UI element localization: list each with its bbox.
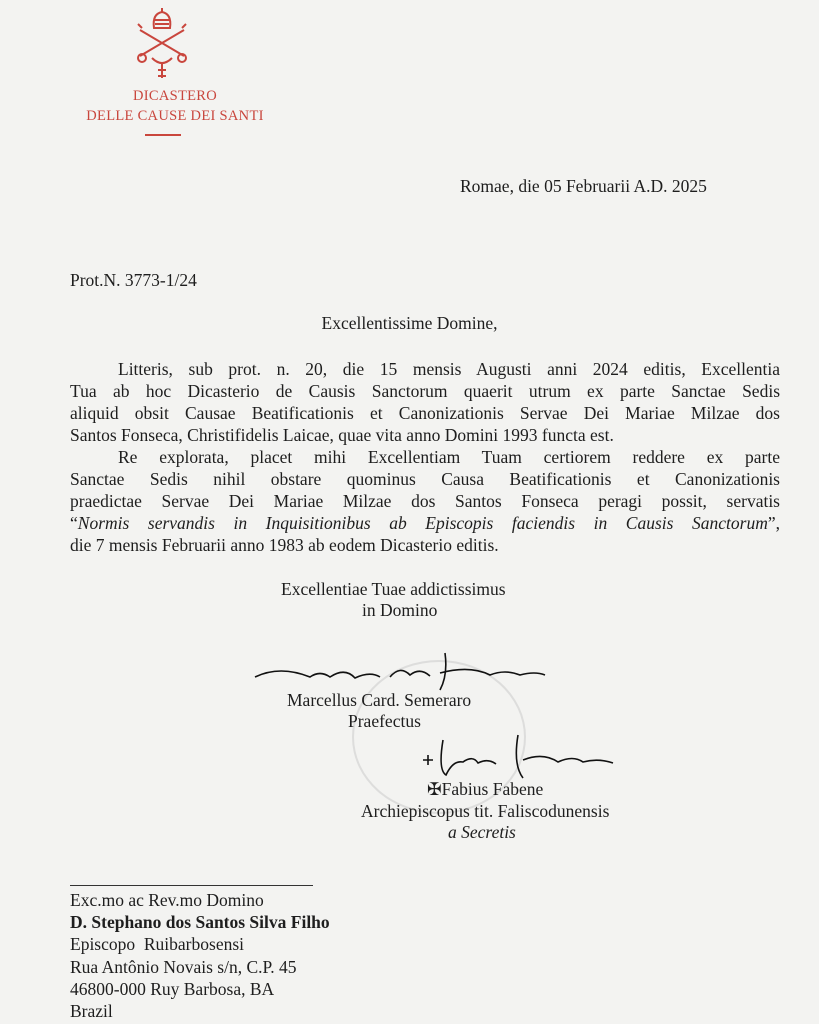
signatory-2-name-line	[427, 779, 543, 800]
recipient-city: 46800-000 Ruy Barbosa, BA	[70, 979, 275, 999]
closing-line: in Domino	[362, 600, 438, 620]
coat-of-arms-emblem	[132, 6, 192, 80]
signature-semeraro	[250, 645, 550, 695]
salutation: Excellentissime Domine,	[321, 313, 498, 333]
signatory-2-title: Archiepiscopus tit. Faliscodunensis	[361, 801, 610, 821]
paragraph-2-line: Sanctae Sedis nihil obstare quominus Causa Beatificationis et Canonizationis	[70, 469, 780, 489]
recipient-country: Brazil	[70, 1001, 113, 1021]
date-line: Romae, die 05 Februarii A.D. 2025	[460, 176, 707, 196]
paragraph-2-line: die 7 mensis Februarii anno 1983 ab eodem Dicasterio editis.	[70, 535, 499, 555]
paragraph-1-line: Tua ab hoc Dicasterio de Causis Sanctorum quaerit utrum ex parte Sanctae Sedis	[70, 381, 780, 401]
signatory-1-name: Marcellus Card. Semeraro	[287, 690, 472, 710]
quote-close: ”,	[767, 513, 780, 533]
letterhead-dicastery: DICASTERO	[132, 88, 218, 104]
letterhead-name: DELLE CAUSE DEI SANTI	[86, 108, 264, 124]
quote-open: “	[70, 513, 78, 533]
quoted-title: Normis servandis in Inquisitionibus ab Episcopis faciendis in Causis Sanctorum	[77, 513, 768, 533]
paragraph-2-line: Re explorata, placet mihi Excellentiam Tuam certiorem reddere ex parte	[118, 447, 780, 467]
signatory-1-title: Praefectus	[348, 711, 421, 731]
recipient-rule	[70, 885, 313, 886]
signatory-2-role: a Secretis	[448, 822, 516, 842]
paragraph-2-line: praedictae Servae Dei Mariae Milzae dos Santos Fonseca peragi possit, servatis	[70, 491, 780, 511]
signature-fabene	[418, 730, 618, 785]
paragraph-1-line: Santos Fonseca, Christifidelis Laicae, quae vita anno Domini 1993 functa est.	[70, 425, 614, 445]
closing-line: Excellentiae Tuae addictissimus	[281, 579, 506, 599]
recipient-address: Rua Antônio Novais s/n, C.P. 45	[70, 957, 297, 977]
letterhead-rule	[145, 134, 181, 136]
protocol-number: Prot.N. 3773-1/24	[70, 270, 197, 290]
recipient-line: Exc.mo ac Rev.mo Domino	[70, 890, 264, 910]
paragraph-1-line: Litteris, sub prot. n. 20, die 15 mensis Augusti anni 2024 editis, Excellentia	[118, 359, 780, 379]
recipient-name: D. Stephano dos Santos Silva Filho	[70, 912, 330, 932]
paragraph-2-quote-line	[70, 512, 780, 534]
cross-icon: ✠	[427, 779, 442, 799]
paragraph-1-line: aliquid obsit Causae Beatificationis et Canonizationis Servae Dei Mariae Milzae dos	[70, 403, 780, 423]
signatory-2-name: Fabius Fabene	[441, 779, 544, 799]
recipient-line: Episcopo Ruibarbosensi	[70, 934, 245, 954]
